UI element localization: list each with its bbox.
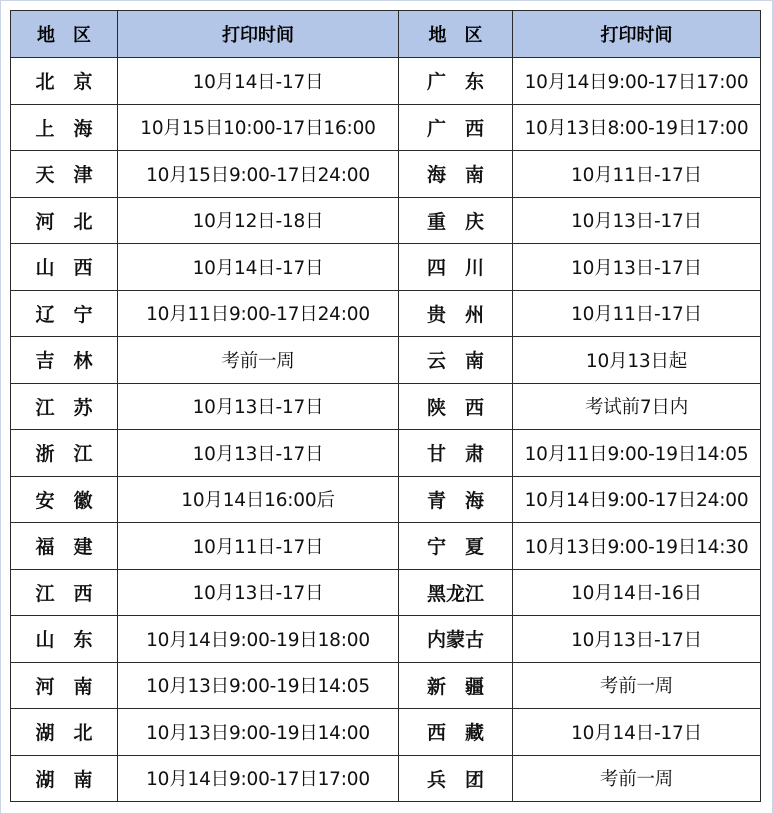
time-left-cell: 10月14日-17日	[118, 244, 399, 291]
time-right-cell: 10月13日起	[513, 337, 761, 384]
table-header	[11, 11, 761, 58]
time-right-cell: 10月14日9:00-17日17:00	[513, 58, 761, 105]
table-row	[11, 755, 761, 802]
table-row	[11, 197, 761, 244]
time-left-cell: 10月11日-17日	[118, 523, 399, 570]
region-right-cell: 广 西	[399, 104, 513, 151]
time-left-cell: 10月14日9:00-17日17:00	[118, 755, 399, 802]
region-right-cell: 内蒙古	[399, 616, 513, 663]
region-left-cell: 江 苏	[11, 383, 118, 430]
time-left-cell: 10月13日-17日	[118, 383, 399, 430]
region-left-cell: 上 海	[11, 104, 118, 151]
region-left-cell: 福 建	[11, 523, 118, 570]
time-right-cell: 10月13日-17日	[513, 616, 761, 663]
time-left-cell: 考前一周	[118, 337, 399, 384]
time-left-cell: 10月15日9:00-17日24:00	[118, 151, 399, 198]
region-right-cell: 四 川	[399, 244, 513, 291]
header-region-right: 地 区	[399, 11, 513, 58]
region-left-cell: 吉 林	[11, 337, 118, 384]
time-right-cell: 10月11日9:00-19日14:05	[513, 430, 761, 477]
time-left-cell: 10月13日-17日	[118, 430, 399, 477]
region-right-cell: 黑龙江	[399, 569, 513, 616]
region-left-cell: 河 南	[11, 662, 118, 709]
time-right-cell: 10月13日8:00-19日17:00	[513, 104, 761, 151]
time-left-cell: 10月11日9:00-17日24:00	[118, 290, 399, 337]
time-left-cell: 10月15日10:00-17日16:00	[118, 104, 399, 151]
table-row	[11, 569, 761, 616]
time-right-cell: 10月14日-16日	[513, 569, 761, 616]
region-right-cell: 甘 肃	[399, 430, 513, 477]
region-left-cell: 安 徽	[11, 476, 118, 523]
region-left-cell: 北 京	[11, 58, 118, 105]
time-left-cell: 10月13日9:00-19日14:00	[118, 709, 399, 756]
header-time-right: 打印时间	[513, 11, 761, 58]
time-left-cell: 10月13日-17日	[118, 569, 399, 616]
region-right-cell: 重 庆	[399, 197, 513, 244]
region-right-cell: 贵 州	[399, 290, 513, 337]
table-row	[11, 383, 761, 430]
region-right-cell: 兵 团	[399, 755, 513, 802]
region-right-cell: 宁 夏	[399, 523, 513, 570]
time-right-cell: 10月11日-17日	[513, 151, 761, 198]
time-right-cell: 考前一周	[513, 755, 761, 802]
time-left-cell: 10月13日9:00-19日14:05	[118, 662, 399, 709]
table-row	[11, 523, 761, 570]
time-left-cell: 10月14日-17日	[118, 58, 399, 105]
time-right-cell: 10月11日-17日	[513, 290, 761, 337]
table-row	[11, 290, 761, 337]
region-left-cell: 湖 南	[11, 755, 118, 802]
region-left-cell: 山 东	[11, 616, 118, 663]
region-right-cell: 新 疆	[399, 662, 513, 709]
table-row	[11, 104, 761, 151]
region-right-cell: 青 海	[399, 476, 513, 523]
table-row	[11, 430, 761, 477]
time-right-cell: 考试前7日内	[513, 383, 761, 430]
region-left-cell: 湖 北	[11, 709, 118, 756]
table-row	[11, 337, 761, 384]
time-right-cell: 10月13日9:00-19日14:30	[513, 523, 761, 570]
region-left-cell: 辽 宁	[11, 290, 118, 337]
region-left-cell: 山 西	[11, 244, 118, 291]
time-right-cell: 10月13日-17日	[513, 197, 761, 244]
time-right-cell: 10月14日-17日	[513, 709, 761, 756]
table-row	[11, 476, 761, 523]
table-row	[11, 709, 761, 756]
time-left-cell: 10月12日-18日	[118, 197, 399, 244]
table-row	[11, 58, 761, 105]
region-right-cell: 西 藏	[399, 709, 513, 756]
header-region-left: 地 区	[11, 11, 118, 58]
time-left-cell: 10月14日9:00-19日18:00	[118, 616, 399, 663]
print-schedule-table	[10, 10, 761, 802]
region-right-cell: 广 东	[399, 58, 513, 105]
header-time-left: 打印时间	[118, 11, 399, 58]
table-body	[11, 58, 761, 802]
table-row	[11, 244, 761, 291]
region-right-cell: 云 南	[399, 337, 513, 384]
time-left-cell: 10月14日16:00后	[118, 476, 399, 523]
region-left-cell: 浙 江	[11, 430, 118, 477]
region-left-cell: 河 北	[11, 197, 118, 244]
region-left-cell: 江 西	[11, 569, 118, 616]
time-right-cell: 考前一周	[513, 662, 761, 709]
time-right-cell: 10月14日9:00-17日24:00	[513, 476, 761, 523]
region-right-cell: 海 南	[399, 151, 513, 198]
region-left-cell: 天 津	[11, 151, 118, 198]
table-row	[11, 616, 761, 663]
time-right-cell: 10月13日-17日	[513, 244, 761, 291]
region-right-cell: 陕 西	[399, 383, 513, 430]
header-row	[11, 11, 761, 58]
table-row	[11, 151, 761, 198]
table-row	[11, 662, 761, 709]
